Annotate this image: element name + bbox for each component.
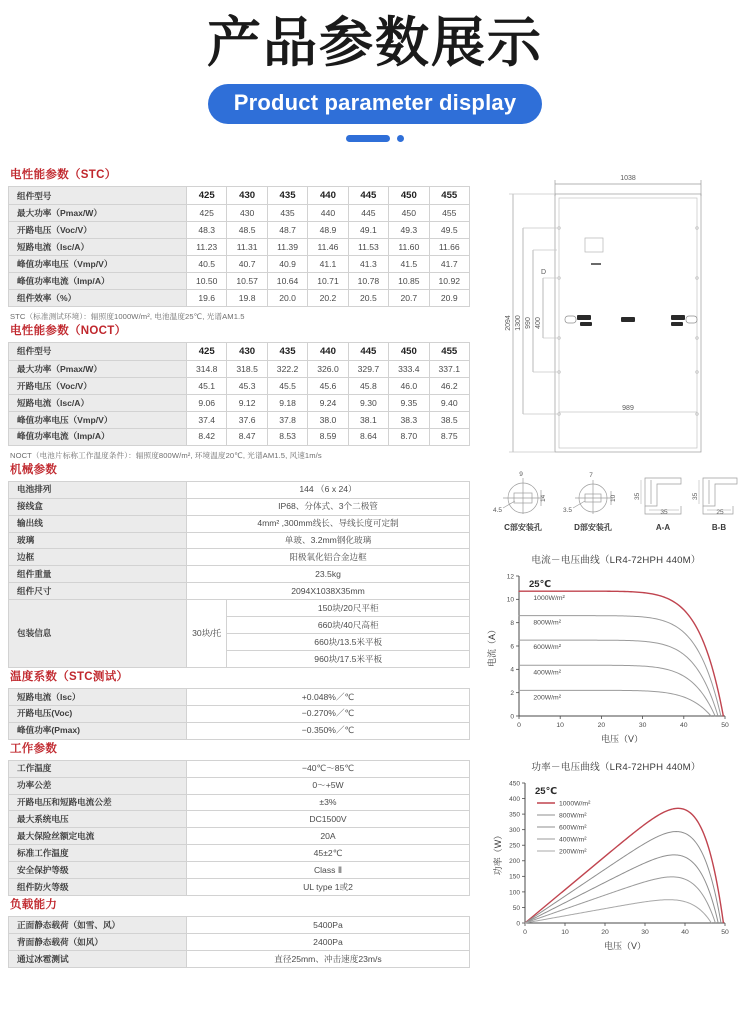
cell-value: 19.6: [187, 290, 227, 307]
detail-label-d: D部安装孔: [574, 523, 612, 533]
cell-value: 20.5: [348, 290, 388, 307]
cell-value: 45.5: [267, 378, 307, 395]
iv-chart-title: 电流－电压曲线（LR4-72HPH 440M）: [531, 555, 701, 567]
row-label: 峰值功率电流（Imp/A）: [9, 273, 187, 290]
cell-value: 455: [429, 187, 469, 205]
cell-value: 9.30: [348, 395, 388, 412]
svg-text:0: 0: [516, 920, 520, 928]
table-row: [9, 428, 470, 445]
row-label: 峰值功率(Pmax): [9, 722, 187, 739]
table-row: [9, 187, 470, 205]
packaging-options: [227, 600, 470, 668]
table-temp-coeff: [8, 688, 470, 740]
drawings-charts-column: [478, 166, 750, 968]
cell-value: 11.39: [267, 239, 307, 256]
row-label: 安全保护等级: [9, 862, 187, 879]
table-row: [9, 378, 470, 395]
page-title: 产品参数展示: [207, 11, 543, 74]
section-heading-load: 负载能力: [10, 899, 58, 912]
svg-text:2: 2: [510, 690, 514, 698]
section-heading-stc: 电性能参数（STC）: [10, 169, 117, 182]
cell-value: IP68、分体式、3个二极管: [187, 498, 470, 515]
cell-value: 20.2: [308, 290, 348, 307]
table-row: [9, 705, 470, 722]
cell-value: 9.24: [308, 395, 348, 412]
cell-value: 38.3: [389, 411, 429, 428]
svg-text:0: 0: [510, 713, 514, 721]
cell-value: 45.1: [187, 378, 227, 395]
cell-value: 10.92: [429, 273, 469, 290]
cell-value: 8.75: [429, 428, 469, 445]
row-label: 电池排列: [9, 481, 187, 498]
dim-bottom: 989: [622, 405, 634, 413]
pv-curve-chart: [485, 759, 747, 960]
svg-text:6: 6: [510, 643, 514, 651]
packaging-option: 150块/20尺平柜: [227, 600, 469, 617]
table-row: [9, 879, 470, 896]
table-row: [9, 862, 470, 879]
detail-d-dim-3: 10: [610, 495, 617, 503]
section-heading-temp-coeff: 温度系数（STC测试）: [10, 670, 129, 683]
accent-bar: [346, 135, 390, 142]
table-row: [9, 845, 470, 862]
cell-value: 425: [187, 343, 227, 361]
note-stc: STC（标准测试环境）：辐照度1000W/m², 电池温度25℃, 光谱AM1.5: [10, 312, 245, 322]
cell-value: 430: [227, 343, 267, 361]
cell-value: 20.0: [267, 290, 307, 307]
cell-value: 455: [429, 205, 469, 222]
cell-value: 445: [348, 187, 388, 205]
cell-value: 单玻、3.2mm钢化玻璃: [187, 532, 470, 549]
detail-c-dim-1: 9: [519, 471, 523, 479]
row-label: 功率公差: [9, 777, 187, 794]
row-label: 通过冰雹测试: [9, 950, 187, 967]
section-heading-mechanical: 机械参数: [10, 463, 58, 476]
cell-value: 41.5: [389, 256, 429, 273]
detail-bb-dim-2: 25: [716, 509, 724, 517]
svg-text:250: 250: [509, 842, 520, 850]
svg-text:40: 40: [680, 722, 688, 730]
table-mechanical: [8, 481, 470, 668]
svg-text:12: 12: [506, 573, 514, 581]
svg-text:50: 50: [721, 722, 729, 730]
cell-value: 430: [227, 187, 267, 205]
svg-text:200W/m²: 200W/m²: [533, 694, 561, 702]
detail-views-row: [485, 468, 747, 546]
svg-text:600W/m²: 600W/m²: [559, 824, 587, 832]
table-row: [9, 688, 470, 705]
section-heading-noct: 电性能参数（NOCT）: [10, 325, 127, 338]
cell-value: 5400Pa: [187, 917, 470, 934]
row-label: 工作温度: [9, 760, 187, 777]
packaging-pallet: 30块/托: [187, 600, 227, 668]
row-label: 开路电压和短路电流公差: [9, 794, 187, 811]
spec-tables-column: [0, 166, 478, 968]
cell-value: 455: [429, 343, 469, 361]
cell-value: 49.3: [389, 222, 429, 239]
cell-value: 8.53: [267, 428, 307, 445]
cell-value: 40.7: [227, 256, 267, 273]
junction-box-icon: [577, 315, 685, 326]
cell-value: 10.57: [227, 273, 267, 290]
table-working: [8, 760, 470, 896]
table-row: [9, 549, 470, 566]
svg-text:150: 150: [509, 874, 520, 882]
svg-text:1000W/m²: 1000W/m²: [533, 595, 565, 603]
svg-text:20: 20: [601, 929, 609, 937]
dim-400: 400: [535, 317, 542, 330]
detail-bb-dim-1: 35: [692, 493, 699, 501]
cell-value: 329.7: [348, 361, 388, 378]
cell-value: 46.0: [389, 378, 429, 395]
svg-text:25℃: 25℃: [529, 579, 552, 591]
row-label: 玻璃: [9, 532, 187, 549]
cell-value: 11.53: [348, 239, 388, 256]
row-label: 组件重量: [9, 566, 187, 583]
svg-text:0: 0: [517, 722, 521, 730]
note-noct: NOCT（电池片标称工作温度条件）：辐照度800W/m², 环境温度20℃, 光谱AM1.5, 风速1m/s: [10, 450, 322, 460]
row-label: 边框: [9, 549, 187, 566]
cell-value: 48.5: [227, 222, 267, 239]
svg-text:200: 200: [509, 858, 520, 866]
cell-value: ±3%: [187, 794, 470, 811]
cell-value: −0.350%／℃: [187, 722, 470, 739]
cell-value: Class Ⅱ: [187, 862, 470, 879]
cell-value: 2400Pa: [187, 934, 470, 951]
table-row: [9, 290, 470, 307]
iv-curve-chart: [485, 552, 747, 753]
cell-value: 2094X1038X35mm: [187, 583, 470, 600]
cell-value: 11.46: [308, 239, 348, 256]
cell-value: 23.5kg: [187, 566, 470, 583]
cell-value: 322.2: [267, 361, 307, 378]
cell-value: 10.78: [348, 273, 388, 290]
row-label: 正面静态载荷（如雪、风）: [9, 917, 187, 934]
cell-value: 440: [308, 187, 348, 205]
cell-value: 318.5: [227, 361, 267, 378]
cell-value: 430: [227, 205, 267, 222]
cell-value: 440: [308, 205, 348, 222]
cell-value: 445: [348, 205, 388, 222]
detail-label-c: C部安装孔: [504, 523, 542, 533]
row-label: 开路电压(Voc): [9, 705, 187, 722]
row-label: 最大系统电压: [9, 811, 187, 828]
svg-text:600W/m²: 600W/m²: [533, 644, 561, 652]
cell-value: 37.8: [267, 411, 307, 428]
svg-text:功率（W）: 功率（W）: [493, 831, 503, 876]
packaging-option: 960块/17.5米平板: [314, 653, 383, 664]
cell-value: 37.6: [227, 411, 267, 428]
accent-decoration: [0, 135, 750, 142]
table-row: [9, 950, 470, 967]
table-row: [9, 917, 470, 934]
svg-text:400W/m²: 400W/m²: [559, 836, 587, 844]
cell-value: 9.35: [389, 395, 429, 412]
cell-value: 8.47: [227, 428, 267, 445]
detail-c-dim-3: 14: [540, 495, 547, 503]
cell-value: 435: [267, 187, 307, 205]
cell-value: 38.1: [348, 411, 388, 428]
table-noct: [8, 342, 470, 446]
dim-1300: 1300: [515, 315, 522, 332]
cell-value: 450: [389, 187, 429, 205]
table-stc: [8, 186, 470, 307]
subtitle-pill: Product parameter display: [208, 84, 543, 124]
dim-width-top: 1038: [620, 175, 636, 183]
cell-value: 38.0: [308, 411, 348, 428]
detail-d-dim-1: 7: [589, 472, 593, 480]
cell-value: 9.06: [187, 395, 227, 412]
table-row: [9, 205, 470, 222]
svg-text:800W/m²: 800W/m²: [559, 812, 587, 820]
cell-value: 48.7: [267, 222, 307, 239]
row-label: 组件防火等级: [9, 879, 187, 896]
cell-value: 阳极氧化铝合金边框: [187, 549, 470, 566]
detail-label-aa: A-A: [655, 523, 671, 533]
cell-value: 41.1: [308, 256, 348, 273]
cell-value: 49.1: [348, 222, 388, 239]
svg-text:400: 400: [509, 796, 520, 804]
cell-value: 11.66: [429, 239, 469, 256]
cell-value: −0.270%／℃: [187, 705, 470, 722]
cell-value: 45.3: [227, 378, 267, 395]
cell-value: 40.9: [267, 256, 307, 273]
svg-text:50: 50: [721, 929, 729, 937]
cell-value: 10.71: [308, 273, 348, 290]
cell-value: 326.0: [308, 361, 348, 378]
svg-text:电压（V）: 电压（V）: [603, 941, 647, 952]
cell-value: 45±2℃: [187, 845, 470, 862]
cell-value: 19.8: [227, 290, 267, 307]
row-label: 开路电压（Voc/V）: [9, 222, 187, 239]
accent-dot: [397, 135, 404, 142]
cell-value: 9.40: [429, 395, 469, 412]
detail-aa-dim-2: 35: [660, 509, 668, 517]
table-row: [9, 256, 470, 273]
cell-value: 144 （6 x 24）: [187, 481, 470, 498]
table-row: [9, 532, 470, 549]
svg-text:0: 0: [523, 929, 527, 937]
table-row: [9, 239, 470, 256]
packaging-option: 660块/40尺高柜: [227, 617, 469, 634]
row-label: 短路电流（Isc/A）: [9, 239, 187, 256]
svg-text:电流（A）: 电流（A）: [487, 625, 497, 668]
section-heading-working: 工作参数: [10, 742, 58, 755]
cell-value: 8.64: [348, 428, 388, 445]
row-label: 背面静态载荷（如风）: [9, 934, 187, 951]
svg-text:10: 10: [556, 722, 564, 730]
row-label: 峰值功率电压（Vmp/V）: [9, 411, 187, 428]
svg-text:10: 10: [506, 597, 514, 605]
table-row: [9, 934, 470, 951]
cell-value: 45.8: [348, 378, 388, 395]
detail-aa-dim-1: 35: [634, 493, 641, 501]
cell-value: 435: [267, 343, 307, 361]
row-label: 输出线: [9, 515, 187, 532]
svg-text:200W/m²: 200W/m²: [559, 848, 587, 856]
cell-value: 8.59: [308, 428, 348, 445]
detail-c-dim-2: 4.5: [493, 507, 503, 515]
cell-value: 11.31: [227, 239, 267, 256]
row-label: 峰值功率电流（Imp/A）: [9, 428, 187, 445]
svg-text:10: 10: [561, 929, 569, 937]
cell-value: 直径25mm、冲击速度23m/s: [187, 950, 470, 967]
svg-text:800W/m²: 800W/m²: [533, 619, 561, 627]
table-row: [9, 811, 470, 828]
table-row: [9, 481, 470, 498]
cell-value: 10.50: [187, 273, 227, 290]
cell-value: 46.2: [429, 378, 469, 395]
row-label: 开路电压（Voc/V）: [9, 378, 187, 395]
table-row: [9, 828, 470, 845]
cell-value: 45.6: [308, 378, 348, 395]
cell-value: 11.60: [389, 239, 429, 256]
row-label: 短路电流（Isc/A）: [9, 395, 187, 412]
cell-value: 38.5: [429, 411, 469, 428]
cell-value: 8.70: [389, 428, 429, 445]
packaging-option: 660块/13.5米平板: [227, 634, 469, 651]
cell-value: 48.3: [187, 222, 227, 239]
table-row: [9, 343, 470, 361]
table-row: [9, 777, 470, 794]
svg-text:电压（V）: 电压（V）: [600, 734, 644, 745]
svg-text:30: 30: [641, 929, 649, 937]
cell-value: 40.5: [187, 256, 227, 273]
svg-text:4: 4: [510, 667, 514, 675]
table-row: [9, 498, 470, 515]
cell-value: 9.12: [227, 395, 267, 412]
cell-value: 450: [389, 205, 429, 222]
detail-d-dim-2: 3.5: [563, 507, 573, 515]
page-header: [0, 0, 750, 142]
table-row: [9, 515, 470, 532]
cell-value: 4mm² ,300mm线长、导线长度可定制: [187, 515, 470, 532]
table-row: [9, 566, 470, 583]
cell-value: 20.7: [389, 290, 429, 307]
cell-value: 445: [348, 343, 388, 361]
detail-label-bb: B-B: [711, 523, 727, 533]
row-label: 组件型号: [9, 343, 187, 361]
svg-text:1000W/m²: 1000W/m²: [559, 800, 591, 808]
table-row: [9, 222, 470, 239]
svg-text:50: 50: [512, 905, 520, 913]
svg-text:20: 20: [597, 722, 606, 730]
cell-value: 425: [187, 205, 227, 222]
cell-value: 41.7: [429, 256, 469, 273]
svg-text:300: 300: [509, 827, 520, 835]
cell-value: 41.3: [348, 256, 388, 273]
cell-value: 20A: [187, 828, 470, 845]
content-body: [0, 166, 750, 968]
module-technical-drawing: [485, 166, 747, 466]
svg-text:350: 350: [509, 811, 520, 819]
table-row: [9, 794, 470, 811]
row-label: 峰值功率电压（Vmp/V）: [9, 256, 187, 273]
cell-value: 11.23: [187, 239, 227, 256]
row-label: 组件效率（%）: [9, 290, 187, 307]
table-row: [9, 273, 470, 290]
cell-value: 425: [187, 187, 227, 205]
cell-value: 8.42: [187, 428, 227, 445]
dim-990: 990: [525, 317, 532, 330]
row-label: 组件尺寸: [9, 583, 187, 600]
packaging-row: [9, 600, 470, 668]
row-label: 标准工作温度: [9, 845, 187, 862]
table-row: [9, 722, 470, 739]
cell-value: 10.64: [267, 273, 307, 290]
cell-value: +0.048%／℃: [187, 688, 470, 705]
row-label: 最大保险丝额定电流: [9, 828, 187, 845]
svg-text:30: 30: [638, 722, 647, 730]
table-row: [9, 583, 470, 600]
svg-text:8: 8: [510, 620, 514, 628]
cell-value: 0～+5W: [187, 777, 470, 794]
cell-value: 314.8: [187, 361, 227, 378]
cell-value: 20.9: [429, 290, 469, 307]
row-label: 最大功率（Pmax/W）: [9, 361, 187, 378]
cell-value: 440: [308, 343, 348, 361]
row-label: 包装信息: [9, 600, 187, 668]
pv-chart-title: 功率－电压曲线（LR4-72HPH 440M）: [531, 762, 701, 774]
table-row: [9, 395, 470, 412]
table-row: [9, 760, 470, 777]
cell-value: 49.5: [429, 222, 469, 239]
row-label: 组件型号: [9, 187, 187, 205]
cell-value: 435: [267, 205, 307, 222]
cell-value: 48.9: [308, 222, 348, 239]
svg-text:25℃: 25℃: [535, 786, 558, 798]
table-row: [9, 361, 470, 378]
cell-value: UL type 1或2: [187, 879, 470, 896]
cell-value: 450: [389, 343, 429, 361]
cell-value: −40℃～85℃: [187, 760, 470, 777]
cell-value: DC1500V: [187, 811, 470, 828]
svg-text:100: 100: [509, 889, 520, 897]
label-section-d: D: [541, 269, 547, 277]
dim-height-left: 2094: [505, 315, 512, 332]
table-row: [9, 411, 470, 428]
row-label: 接线盒: [9, 498, 187, 515]
svg-text:450: 450: [509, 780, 520, 788]
table-load: [8, 916, 470, 968]
cell-value: 37.4: [187, 411, 227, 428]
cell-value: 10.85: [389, 273, 429, 290]
svg-text:40: 40: [681, 929, 689, 937]
row-label: 最大功率（Pmax/W）: [9, 205, 187, 222]
cell-value: 337.1: [429, 361, 469, 378]
svg-text:400W/m²: 400W/m²: [533, 669, 561, 677]
cell-value: 333.4: [389, 361, 429, 378]
cell-value: 9.18: [267, 395, 307, 412]
row-label: 短路电流（Isc）: [9, 688, 187, 705]
